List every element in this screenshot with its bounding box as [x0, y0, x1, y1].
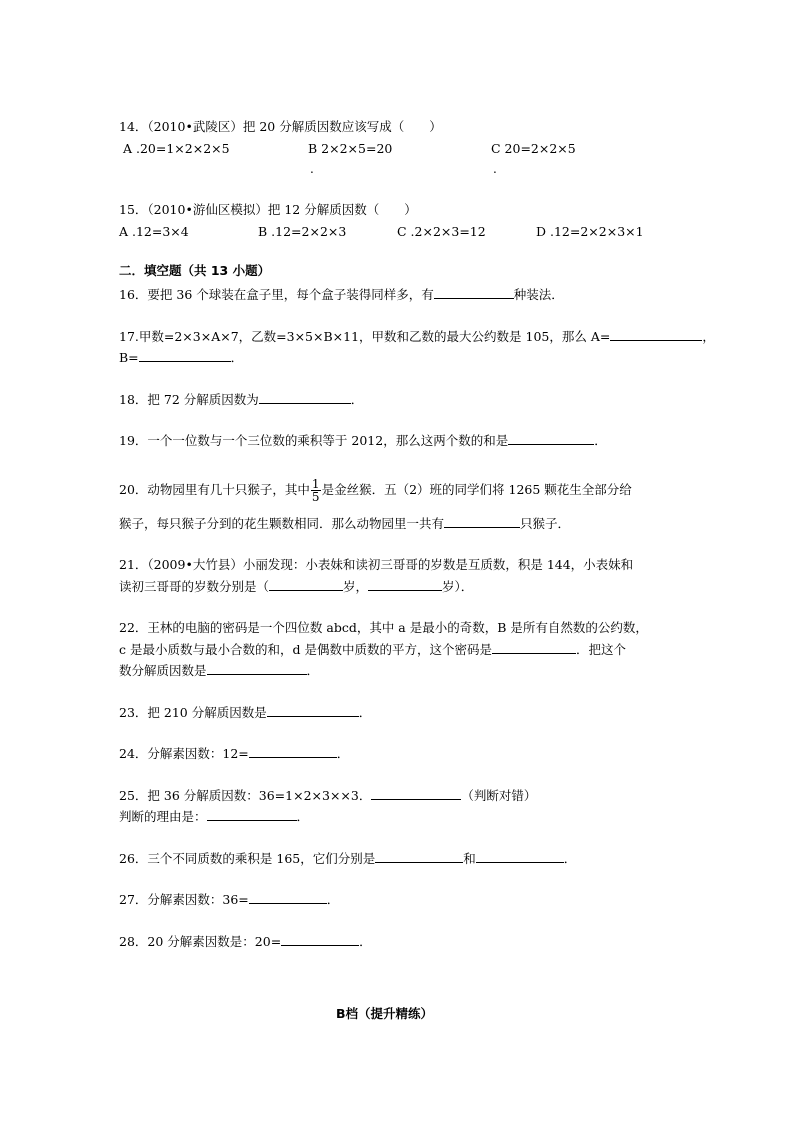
q22-password-blank[interactable]: [492, 640, 576, 654]
q20-fraction-numerator: 1: [311, 477, 320, 491]
q20-line2-text: 猴子，每只猴子分到的花生颗数相同．那么动物园里一共有: [119, 516, 445, 531]
question-14-stem: 14．（2010•武陵区）把 20 分解质因数应该写成（ ）: [119, 119, 442, 134]
q18-answer-blank[interactable]: [259, 390, 351, 404]
question-21-line2: [119, 577, 473, 596]
question-22-line3: [119, 661, 319, 680]
q24-answer-blank[interactable]: [249, 744, 337, 758]
question-28: [119, 932, 372, 951]
question-15-stem: 15．（2010•游仙区模拟）把 12 分解质因数（ ）: [119, 202, 417, 217]
question-20-line2: [119, 514, 570, 533]
q15-option-a: A .12=3×4: [119, 224, 189, 239]
q26-mid: 和: [463, 851, 476, 866]
q20-text-mid: 是金丝猴．五（2）班的同学们将 1265 颗花生全部分给: [321, 482, 632, 497]
q21-answer-sister-blank[interactable]: [269, 577, 343, 591]
q14-option-a: A .20=1×2×2×5: [123, 141, 230, 156]
q23-text: 23．把 210 分解质因数是: [119, 705, 267, 720]
q14-option-b: B 2×2×5=20: [308, 141, 393, 156]
q28-answer-blank[interactable]: [281, 932, 359, 946]
section-b-title: B档（提升精练）: [336, 1006, 434, 1021]
q17-answer-b-blank[interactable]: [139, 348, 231, 362]
question-17-line2: [119, 348, 243, 367]
q26-text: 26．三个不同质数的乘积是 165，它们分别是: [119, 851, 376, 866]
q22-line2-text: c 是最小质数与最小合数的和，d 是偶数中质数的平方，这个密码是: [119, 642, 492, 657]
q16-text-end: 种装法．: [513, 287, 564, 302]
q22-factorization-blank[interactable]: [207, 661, 307, 675]
q24-end: ．: [336, 746, 350, 761]
q27-end: ．: [326, 892, 340, 907]
q22-line3-text: 数分解质因数是: [119, 663, 207, 678]
question-22-line2: [119, 640, 626, 659]
q19-end: ．: [594, 433, 607, 448]
q21-end: 岁）．: [442, 579, 474, 594]
q19-text: 19．一个一位数与一个三位数的乘积等于 2012，那么这两个数的和是: [119, 433, 509, 448]
q25-reason-blank[interactable]: [207, 807, 297, 821]
q20-fraction: [311, 478, 321, 503]
q15-option-b: B .12=2×2×3: [258, 224, 347, 239]
q20-answer-blank[interactable]: [444, 514, 520, 528]
q19-answer-blank[interactable]: [508, 431, 594, 445]
section-fill-in-title: 二．填空题（共 13 小题）: [119, 263, 271, 278]
question-25: [119, 786, 536, 805]
q14-option-b-dot: .: [310, 162, 314, 176]
question-22-line1: 22．王林的电脑的密码是一个四位数 abcd，其中 a 是最小的奇数，B 是所有自然数的公约数，: [119, 620, 648, 635]
q17-answer-a-blank[interactable]: [610, 327, 702, 341]
q14-option-c-dot: .: [493, 162, 497, 176]
question-17: [119, 327, 715, 346]
q27-text: 27．分解素因数：36=: [119, 892, 249, 907]
question-25-line2: [119, 807, 309, 826]
q18-text: 18．把 72 分解质因数为: [119, 392, 259, 407]
q18-end: ．: [350, 392, 364, 407]
q26-answer-1-blank[interactable]: [375, 849, 463, 863]
q14-option-c: C 20=2×2×5: [491, 141, 576, 156]
q25-judgement-blank[interactable]: [371, 786, 461, 800]
question-27: [119, 890, 339, 909]
q24-text: 24．分解素因数：12=: [119, 746, 249, 761]
q23-end: ．: [358, 705, 372, 720]
q27-answer-blank[interactable]: [249, 890, 327, 904]
q26-answer-2-blank[interactable]: [476, 849, 564, 863]
q17-comma: ，: [702, 329, 715, 344]
q25-text: 25．把 36 分解质因数：36=1×2×3××3．: [119, 788, 372, 803]
q15-option-d: D .12=2×2×3×1: [536, 224, 644, 239]
question-19: [119, 431, 607, 450]
question-24: [119, 744, 349, 763]
q25-end: ．: [296, 809, 310, 824]
q28-end: ．: [359, 934, 372, 949]
question-20: [119, 478, 632, 503]
q16-answer-blank[interactable]: [434, 285, 514, 299]
q25-reason-label: 判断的理由是：: [119, 809, 207, 824]
q28-text: 28．20 分解素因数是：20=: [119, 934, 282, 949]
q21-line2-text: 读初三哥哥的岁数分别是（: [119, 579, 270, 594]
q20-fraction-denominator: 5: [311, 490, 320, 504]
q21-answer-brother-blank[interactable]: [368, 577, 442, 591]
q20-text: 20．动物园里有几十只猴子，其中: [119, 482, 310, 497]
question-21-line1: 21．（2009•大竹县）小丽发现：小表妹和读初三哥哥的岁数是互质数，积是 144，小表妹和: [119, 557, 634, 572]
question-23: [119, 703, 371, 722]
q26-end: ．: [563, 851, 577, 866]
q23-answer-blank[interactable]: [267, 703, 359, 717]
q17-b-label: B=: [119, 350, 139, 365]
q22-end: ．: [306, 663, 320, 678]
q16-text: 16．要把 36 个球装在盒子里，每个盒子装得同样多，有: [119, 287, 434, 302]
q17-end: ．: [230, 350, 244, 365]
q15-option-c: C .2×2×3=12: [397, 224, 486, 239]
question-26: [119, 849, 576, 868]
q20-end: 只猴子．: [520, 516, 571, 531]
q25-hint: （判断对错）: [461, 788, 537, 803]
q22-line2-end: ．把这个: [575, 642, 626, 657]
q21-mid: 岁，: [343, 579, 369, 594]
q17-text: 17.甲数=2×3×A×7，乙数=3×5×B×11，甲数和乙数的最大公约数是 105，那么 A=: [119, 329, 611, 344]
question-16: [119, 285, 564, 304]
question-18: [119, 390, 363, 409]
